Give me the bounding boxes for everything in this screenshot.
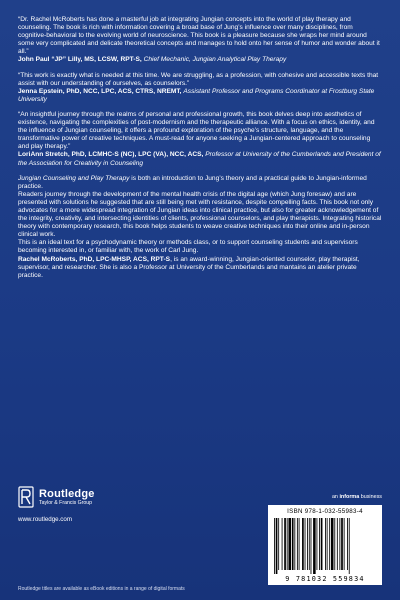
- back-cover-text: [18, 16, 382, 280]
- barcode-bar: [349, 518, 350, 574]
- endorsement: [18, 72, 382, 104]
- barcode-bar: [344, 518, 345, 570]
- barcode-bar: [309, 518, 310, 570]
- endorsement-attribution: [18, 88, 382, 104]
- description-paragraph: This is an ideal text for a psychodynamic theory or methods class, or to support counseling students and supervisors becoming interested in, or familiar with, the work of Carl Jung.: [18, 239, 358, 255]
- endorsement-attribution: [18, 151, 382, 167]
- barcode-bar: [294, 518, 295, 570]
- barcode-bar: [341, 518, 343, 570]
- barcode-bar: [278, 518, 279, 570]
- barcode-bar: [288, 518, 291, 570]
- description-intro: [18, 175, 382, 191]
- publisher-group: Taylor & Francis Group: [39, 500, 93, 506]
- isbn-label: ISBN 978-1-032-55983-4: [287, 508, 363, 515]
- publisher-website: www.routledge.com: [18, 516, 72, 523]
- barcode-bar: [287, 518, 288, 570]
- barcode-bar: [347, 518, 348, 570]
- endorser-name: Jenna Epstein, PhD, NCC, LPC, ACS, CTRS, NREMT,: [18, 87, 182, 95]
- author-name: Rachel McRoberts, PhD, LPC-MHSP, ACS, RPT-S: [18, 255, 171, 263]
- ebook-note: Routledge titles are available as eBook editions in a range of digital formats: [18, 586, 185, 592]
- informa-brand: informa: [339, 494, 360, 500]
- barcode-bar: [292, 518, 294, 570]
- book-title: Jungian Counseling and Play Therapy: [18, 174, 130, 182]
- barcode-digits: 9 781032 559834: [285, 575, 365, 583]
- endorsement-attribution: [18, 56, 382, 64]
- author-bio: [18, 256, 382, 280]
- barcode-bar: [311, 518, 312, 574]
- routledge-logo-icon: [18, 486, 34, 508]
- endorsement: [18, 111, 382, 168]
- endorser-name: LoriAnn Stretch, PhD, LCMHC-S (NC), LPC (VA), NCC, ACS,: [18, 151, 204, 159]
- description-paragraph: Readers journey through the development of the mental health crisis of the digital age (which Jung foresaw) and are presented with solutions he suggested that are still being met with resistance, despite compelling facts. This book not only advocates for a more widespread integration of Jungian ideas into clinical practice, but also for greater acknowledgement of the integrity, creativity, and intersecting identities of clients, professional counselors, and play therapists. Integrating historical theory with contemporary research, this book helps students to weave creative techniques into their online and in-person clinical work.: [18, 190, 382, 239]
- barcode-bar: [319, 518, 320, 570]
- endorsement-quote: “Dr. Rachel McRoberts has done a masterful job at integrating Jungian concepts into the world of play therapy and counseling. The book is rich with information covering a broad base of Jung’s influence over many disciplines, from cognitive-behavioral to the evolving world of neuroscience. This book is a pleasure because she wraps her mind around some very complicated and delicate theoretical concepts and manages to hold onto her sense of humor and wonder about it all.”: [18, 16, 380, 56]
- barcode-bar: [282, 518, 283, 570]
- endorsement-quote: “This work is exactly what is needed at this time. We are struggling, as a profession, with cohesive and accessible texts that assist with our understanding of ourselves, as counselors.”: [18, 71, 379, 87]
- routledge-logo: [18, 486, 218, 508]
- barcode-bar: [334, 518, 335, 570]
- barcode-bar: [327, 518, 328, 570]
- publisher-name: Routledge: [39, 488, 95, 500]
- barcode-bar: [276, 518, 278, 574]
- endorser-title: Chief Mechanic, Jungian Analytical Play Therapy: [143, 56, 287, 64]
- barcode-bar: [307, 518, 308, 570]
- endorsement: [18, 16, 382, 65]
- barcode-bar: [297, 518, 298, 570]
- endorser-title: Assistant Professor and Programs Coordinator at Frostburg State University: [18, 87, 375, 103]
- intro-text: is both an introduction to Jung’s theory and a practical guide to Jungian-informed practice.: [18, 174, 367, 190]
- barcode-bar: [284, 518, 286, 570]
- barcode-bar: [329, 518, 330, 570]
- barcode-bar: [305, 518, 306, 570]
- barcode-bar: [302, 518, 304, 570]
- barcode-bar: [317, 518, 318, 570]
- informa-business: an informa business: [331, 494, 382, 500]
- barcode-bar: [337, 518, 338, 570]
- endorser-name: John Paul “JP” Lilly, MS, LCSW, RPT-S,: [18, 56, 142, 64]
- isbn-barcode: [268, 505, 382, 585]
- author-bio-text: , is an award-winning, Jungian-oriented counselor, play therapist, supervisor, and researcher. She is also a Professor at University of the Cumberlands and mantains an atelier private practice.: [18, 255, 360, 279]
- barcode-bar: [321, 518, 323, 570]
- endorsement-quote: “An insightful journey through the realms of personal and professional growth, this book delves deep into aesthetics of existence, navigating the complexities of post-modernism and the therapeutic alliance. With a focus on ethics, identity, and the influence of Jungian counseling, it offers a profound exploration of the psyche’s structure, language, and the transformative power of creative techniques. A must-read for anyone seeking a Jungian-centered approach to counseling and play therapy.”: [18, 110, 375, 151]
- barcode-bar: [274, 518, 275, 574]
- barcode-bar: [339, 518, 340, 570]
- barcode-bar: [331, 518, 334, 570]
- publisher-block: [18, 486, 218, 523]
- barcode-bar: [313, 518, 316, 574]
- barcode-bars: [274, 518, 376, 574]
- barcode-bar: [299, 518, 300, 570]
- barcode-bar: [325, 518, 326, 570]
- endorser-title: Professor at University of the Cumberlands and President of the Association for Creativity in Counseling: [18, 151, 381, 167]
